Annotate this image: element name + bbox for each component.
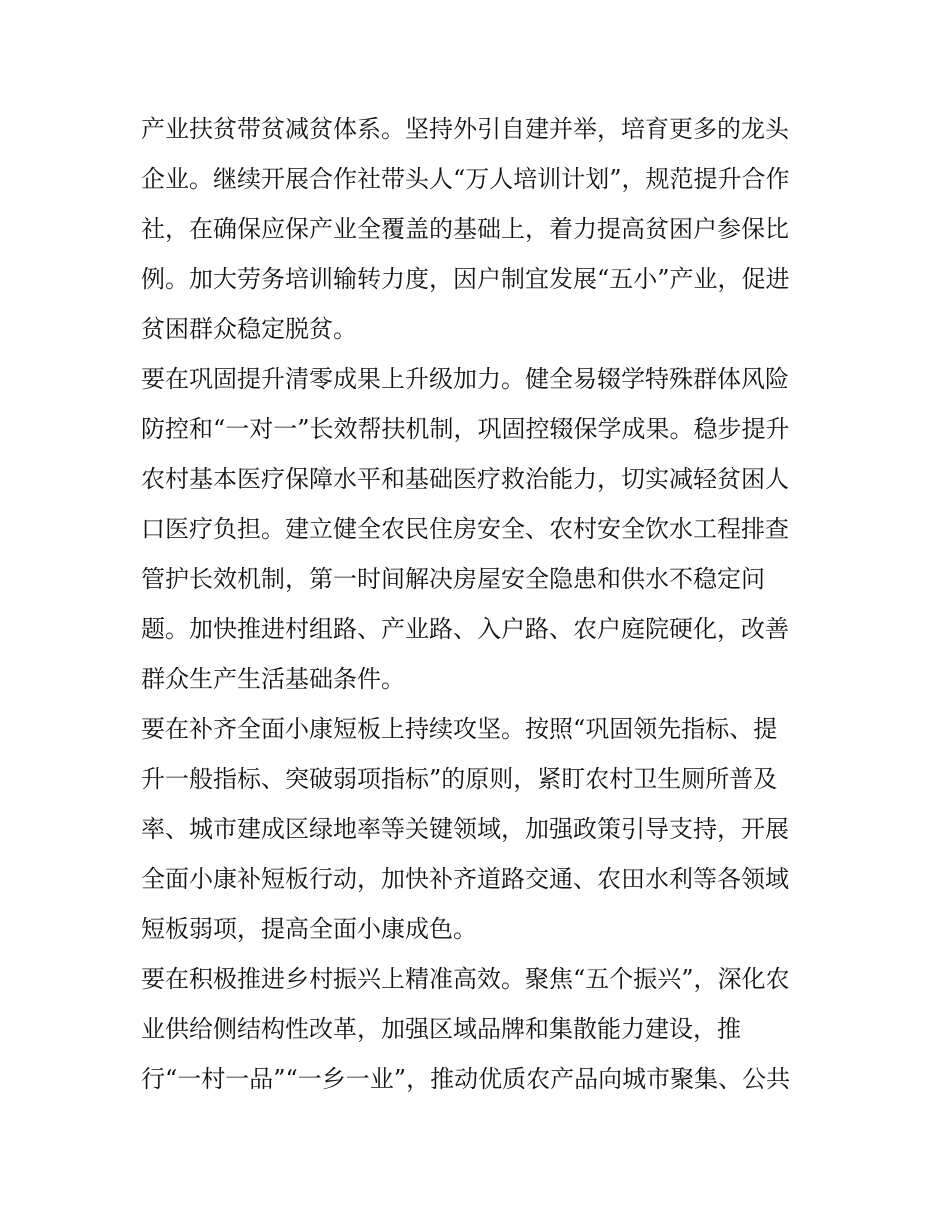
text-line: 产业扶贫带贫减贫体系。坚持外引自建并举，培育更多的龙头 (141, 115, 789, 143)
text-line: 率、城市建成区绿地率等关键领域，加强政策引导支持，开展 (141, 815, 789, 843)
text-line: 社，在确保应保产业全覆盖的基础上，着力提高贫困户参保比 (141, 215, 789, 243)
text-line: 业供给侧结构性改革，加强区域品牌和集散能力建设，推 (141, 1015, 741, 1043)
text-line: 防控和“一对一”长效帮扶机制，巩固控辍保学成果。稳步提升 (141, 415, 790, 443)
text-line: 群众生产生活基础条件。 (141, 665, 405, 693)
text-line: 要在巩固提升清零成果上升级加力。健全易辍学特殊群体风险 (141, 365, 789, 393)
text-line: 要在积极推进乡村振兴上精准高效。聚焦“五个振兴”，深化农 (141, 965, 790, 993)
text-line: 管护长效机制，第一时间解决房屋安全隐患和供水不稳定问 (141, 565, 765, 593)
text-line: 升一般指标、突破弱项指标”的原则，紧盯农村卫生厕所普及 (141, 765, 778, 793)
text-line: 例。加大劳务培训输转力度，因户制宜发展“五小”产业，促进 (141, 265, 790, 293)
text-line: 短板弱项，提高全面小康成色。 (141, 915, 477, 943)
text-line: 行“一村一品”“一乡一业”，推动优质农产品向城市聚集、公共 (141, 1065, 791, 1093)
text-line: 口医疗负担。建立健全农民住房安全、农村安全饮水工程排查 (141, 515, 789, 543)
text-line: 贫困群众稳定脱贫。 (141, 315, 357, 343)
text-line: 要在补齐全面小康短板上持续攻坚。按照“巩固领先指标、提 (141, 715, 778, 743)
text-line: 企业。继续开展合作社带头人“万人培训计划”，规范提升合作 (141, 165, 790, 193)
text-line: 全面小康补短板行动，加快补齐道路交通、农田水利等各领域 (141, 865, 789, 893)
text-line: 题。加快推进村组路、产业路、入户路、农户庭院硬化，改善 (141, 615, 789, 643)
text-line: 农村基本医疗保障水平和基础医疗救治能力，切实减轻贫困人 (141, 465, 789, 493)
